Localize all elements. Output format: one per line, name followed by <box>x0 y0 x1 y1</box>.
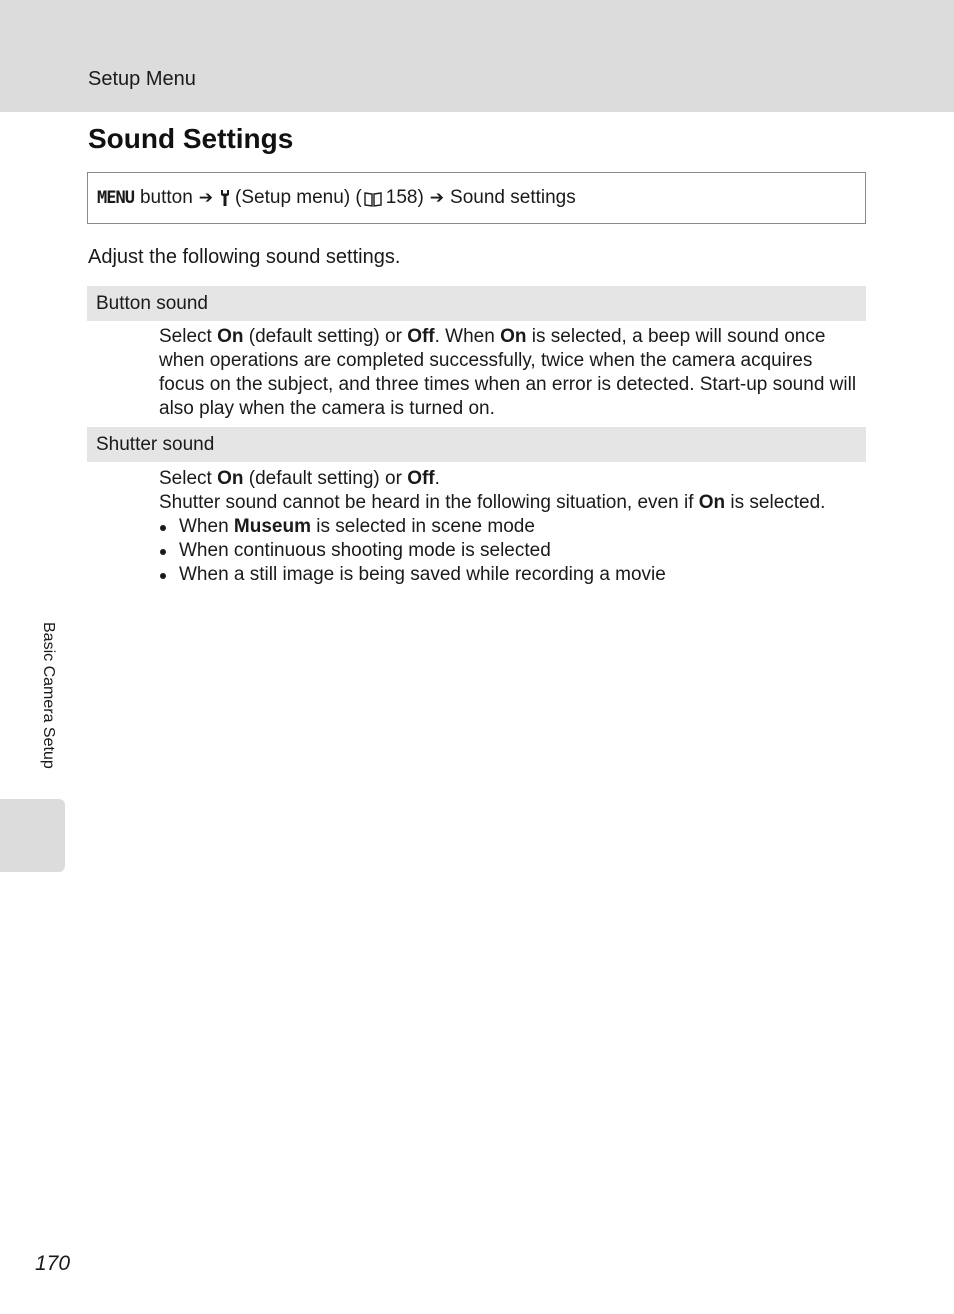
menu-path-box <box>87 172 866 224</box>
text-run-bold: Museum <box>233 516 311 537</box>
text-run: When continuous shooting mode is selected <box>179 540 551 561</box>
section-label: Setup Menu <box>88 68 196 90</box>
arrow-right-icon: ➔ <box>198 188 214 207</box>
menu-button-icon: MENU <box>97 188 134 208</box>
item-description-button-sound <box>159 325 859 421</box>
text-run: . <box>434 468 440 489</box>
bullet-dot-icon <box>160 573 166 579</box>
text-run: is selected. <box>725 492 826 513</box>
text-run: Shutter sound cannot be heard in the following situation, even if <box>159 492 699 513</box>
item-heading-shutter-sound: Shutter sound <box>87 427 866 462</box>
bullet-dot-icon <box>160 525 166 531</box>
item-heading-button-sound: Button sound <box>87 286 866 321</box>
exception-list <box>159 515 859 587</box>
chapter-tab <box>0 799 65 872</box>
menu-path-destination: Sound settings <box>450 187 576 208</box>
header-band <box>0 0 954 112</box>
arrow-right-icon: ➔ <box>429 188 445 207</box>
text-run: (default setting) or <box>243 326 408 347</box>
text-run: When <box>179 516 234 537</box>
list-item <box>159 539 859 563</box>
text-run-bold: On <box>217 326 244 347</box>
text-run: . When <box>434 326 501 347</box>
text-run: (default setting) or <box>243 468 408 489</box>
text-run-bold: On <box>698 492 726 513</box>
shutter-sound-line-1 <box>159 467 859 491</box>
item-description-shutter-sound <box>159 467 859 587</box>
text-run: is selected in scene mode <box>311 516 535 537</box>
page-title: Sound Settings <box>88 123 294 154</box>
text-run: Select <box>159 468 218 489</box>
menu-path-button-label: button <box>139 187 193 208</box>
text-run-bold: Off <box>407 326 435 347</box>
list-item <box>159 515 859 539</box>
text-run-bold: On <box>217 468 244 489</box>
text-run: When a still image is being saved while recording a movie <box>179 564 666 585</box>
list-item <box>159 563 859 587</box>
chapter-side-label: Basic Camera Setup <box>40 622 57 769</box>
text-run-bold: On <box>500 326 527 347</box>
shutter-sound-line-2 <box>159 491 859 515</box>
menu-path-setup-label: (Setup menu) ( <box>235 187 362 208</box>
intro-text: Adjust the following sound settings. <box>88 246 401 268</box>
wrench-icon <box>219 189 231 207</box>
text-run: is selected, a beep will sound once when operations are completed successfully, twice when the camera acquires focus on the subject, and three times when an error is detected. Start-up sound will also play when the camera is turned on. <box>159 326 857 419</box>
book-icon <box>364 191 382 206</box>
menu-path-page-ref: 158) <box>385 187 424 208</box>
page-number: 170 <box>35 1252 71 1275</box>
bullet-dot-icon <box>160 549 166 555</box>
button-sound-paragraph <box>159 325 859 421</box>
text-run-bold: Off <box>407 468 435 489</box>
text-run: Select <box>159 326 218 347</box>
